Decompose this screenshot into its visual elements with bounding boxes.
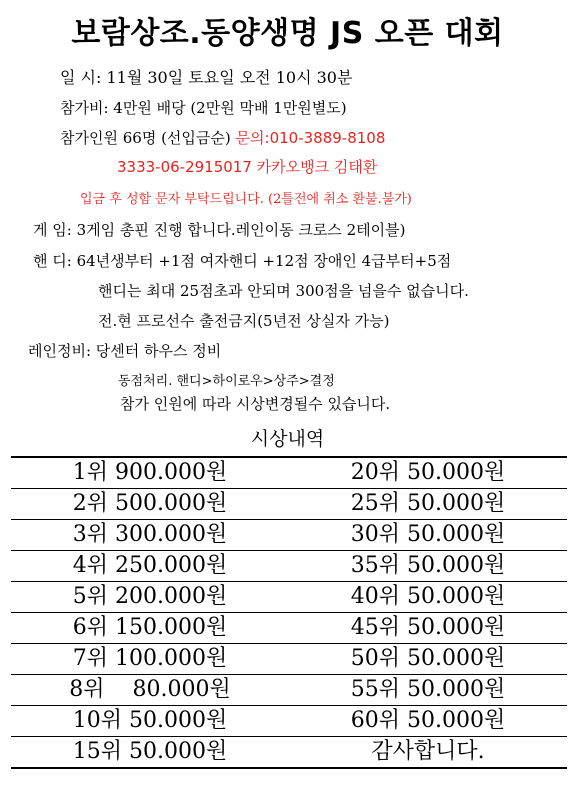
closing-thanks: 감사합니다. bbox=[289, 737, 567, 769]
handicap-rule-3: 전.현 프로선수 출전금지(5년전 상실자 가능) bbox=[98, 312, 390, 330]
inquiry-phone: 문의:010-3889-8108 bbox=[235, 129, 386, 147]
prize-right: 50위 50.000원 bbox=[289, 644, 567, 675]
handicap-rule-2: 핸디는 최대 25점초과 안되며 300점을 넘을수 없습니다. bbox=[98, 282, 469, 300]
table-row bbox=[11, 675, 567, 706]
prize-right: 45위 50.000원 bbox=[289, 613, 567, 644]
prize-left: 6위 150.000원 bbox=[11, 613, 289, 644]
prize-right: 40위 50.000원 bbox=[289, 582, 567, 613]
handicap-rule-1: 핸 디: 64년생부터 +1점 여자핸디 +12점 장애인 4급부터+5점 bbox=[33, 252, 452, 270]
page-title: 보람상조.동양생명 JS 오픈 대회 bbox=[71, 16, 504, 51]
prizes-heading: 시상내역 bbox=[250, 428, 325, 450]
table-row bbox=[11, 644, 567, 675]
prize-right: 30위 50.000원 bbox=[289, 520, 567, 551]
prize-table bbox=[11, 456, 567, 769]
prize-change-notice: 참가 인원에 따라 시상변경될수 있습니다. bbox=[120, 395, 391, 413]
entry-fee: 참가비: 4만원 배당 (2만원 막배 1만원별도) bbox=[60, 99, 347, 117]
prize-left: 7위 100.000원 bbox=[11, 644, 289, 675]
prize-left: 3위 300.000원 bbox=[11, 520, 289, 551]
prize-left: 2위 500.000원 bbox=[11, 489, 289, 520]
game-rule: 게 임: 3게임 총핀 진행 합니다.레인이동 크로스 2테이블) bbox=[33, 221, 406, 239]
table-row bbox=[11, 457, 567, 489]
prize-right: 35위 50.000원 bbox=[289, 551, 567, 582]
table-row bbox=[11, 551, 567, 582]
bank-account: 3333-06-2915017 카카오뱅크 김태환 bbox=[117, 158, 378, 176]
participants-row bbox=[60, 127, 385, 148]
prize-left: 10위 50.000원 bbox=[11, 706, 289, 737]
table-row bbox=[11, 706, 567, 737]
table-row bbox=[11, 582, 567, 613]
lane-maintenance: 레인정비: 당센터 하우스 정비 bbox=[28, 342, 222, 360]
event-date: 일 시: 11월 30일 토요일 오전 10시 30분 bbox=[60, 68, 353, 87]
prize-right: 60위 50.000원 bbox=[289, 706, 567, 737]
prize-left: 1위 900.000원 bbox=[11, 457, 289, 489]
participants-count: 참가인원 66명 (선입금순) bbox=[60, 129, 231, 147]
payment-notice: 입금 후 성함 문자 부탁드립니다. (2틀전에 취소 환불.불가) bbox=[80, 192, 412, 207]
prize-left: 15위 50.000원 bbox=[11, 737, 289, 769]
prize-left: 4위 250.000원 bbox=[11, 551, 289, 582]
table-row bbox=[11, 489, 567, 520]
prize-right: 20위 50.000원 bbox=[289, 457, 567, 489]
tie-break-rule: 동점처리. 핸디>하이로우>상주>결정 bbox=[118, 374, 335, 389]
table-row bbox=[11, 613, 567, 644]
prize-left: 5위 200.000원 bbox=[11, 582, 289, 613]
prize-right: 55위 50.000원 bbox=[289, 675, 567, 706]
prize-right: 25위 50.000원 bbox=[289, 489, 567, 520]
prize-left: 8위 80.000원 bbox=[11, 675, 289, 706]
table-row bbox=[11, 737, 567, 769]
table-row bbox=[11, 520, 567, 551]
